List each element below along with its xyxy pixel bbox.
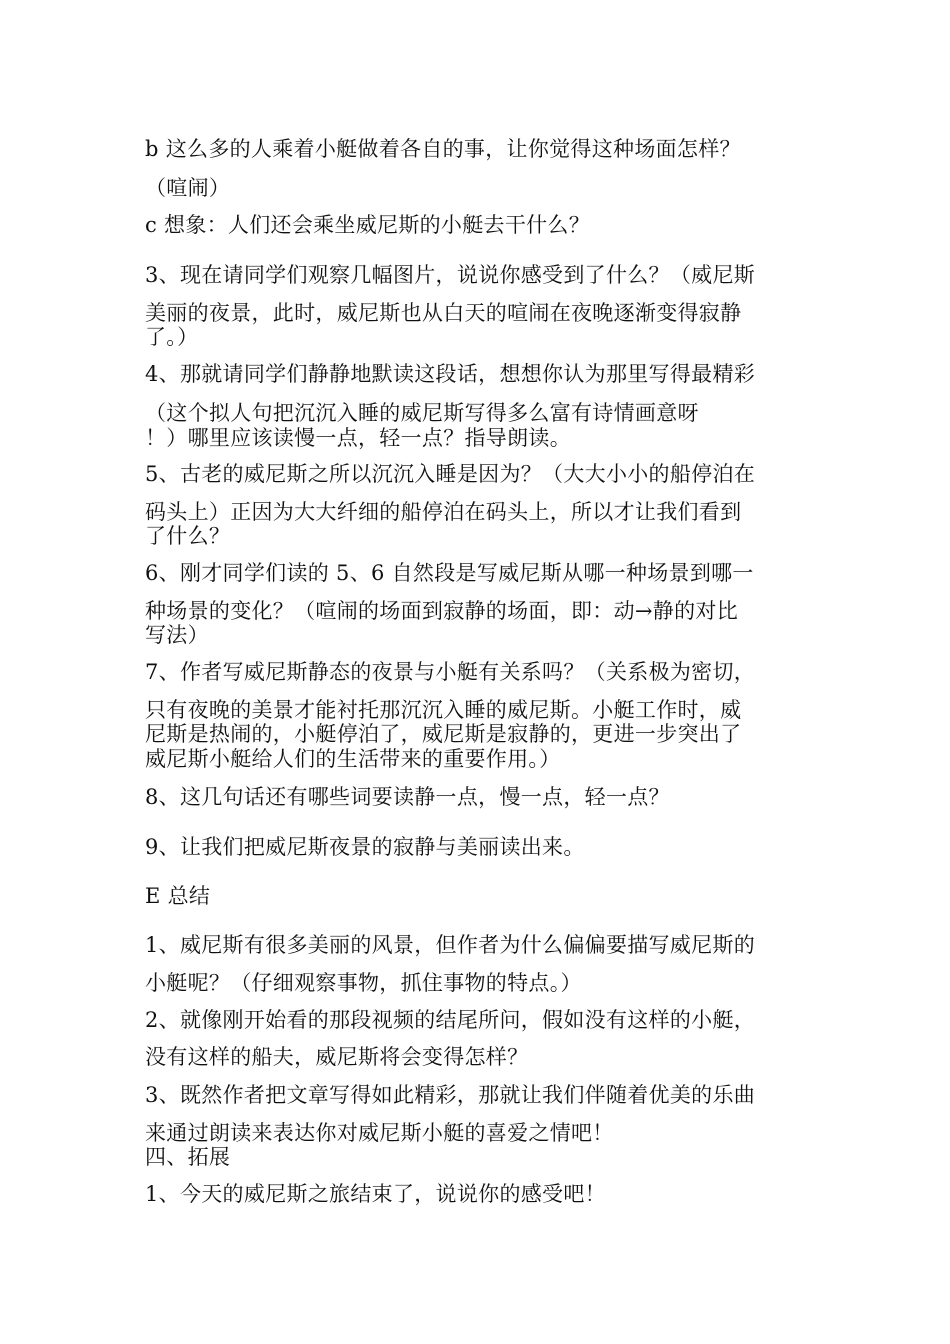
text-line: 5、古老的威尼斯之所以沉沉入睡是因为？（大大小小的船停泊在 xyxy=(145,462,756,486)
text-line: ！）哪里应该读慢一点，轻一点？指导朗读。 xyxy=(145,426,571,450)
text-line: 了什么？ xyxy=(145,524,231,548)
text-line: 8、这几句话还有哪些词要读静一点，慢一点，轻一点？ xyxy=(145,785,670,809)
text-line: 1、威尼斯有很多美丽的风景，但作者为什么偏偏要描写威尼斯的 xyxy=(145,933,756,957)
text-line: 9、让我们把威尼斯夜景的寂静与美丽读出来。 xyxy=(145,835,585,859)
text-line: （这个拟人句把沉沉入睡的威尼斯写得多么富有诗情画意呀 xyxy=(145,401,699,425)
text-line: 威尼斯小艇给人们的生活带来的重要作用。） xyxy=(145,747,561,771)
section-heading: 四、拓展 xyxy=(145,1145,231,1169)
text-line: 了。） xyxy=(145,325,199,349)
text-line: b 这么多的人乘着小艇做着各自的事，让你觉得这种场面怎样？ xyxy=(145,137,741,161)
text-line: 小艇呢？（仔细观察事物，抓住事物的特点。） xyxy=(145,971,582,995)
text-line: 尼斯是热闹的，小艇停泊了，威尼斯是寂静的，更进一步突出了 xyxy=(145,722,742,746)
text-line: 4、那就请同学们静静地默读这段话，想想你认为那里写得最精彩 xyxy=(145,362,756,386)
text-line: 没有这样的船夫，威尼斯将会变得怎样？ xyxy=(145,1045,529,1069)
text-line: 写法） xyxy=(145,623,209,647)
text-line: （喧闹） xyxy=(145,176,231,200)
text-line: 3、既然作者把文章写得如此精彩，那就让我们伴随着优美的乐曲 xyxy=(145,1083,756,1107)
text-line: 3、现在请同学们观察几幅图片，说说你感受到了什么？（威尼斯 xyxy=(145,263,756,287)
text-line: 来通过朗读来表达你对威尼斯小艇的喜爱之情吧！ xyxy=(145,1121,614,1145)
text-line: 7、作者写威尼斯静态的夜景与小艇有关系吗？（关系极为密切， xyxy=(145,660,756,684)
text-line: 种场景的变化？（喧闹的场面到寂静的场面，即：动→静的对比 xyxy=(145,599,738,623)
text-line: 码头上）正因为大大纤细的船停泊在码头上，所以才让我们看到 xyxy=(145,500,742,524)
text-line: 美丽的夜景，此时，威尼斯也从白天的喧闹在夜晚逐渐变得寂静 xyxy=(145,301,742,325)
text-line: 6、刚才同学们读的 5、6 自然段是写威尼斯从哪一种场景到哪一 xyxy=(145,561,754,585)
text-line: 1、今天的威尼斯之旅结束了，说说你的感受吧！ xyxy=(145,1182,606,1206)
text-line: c 想象：人们还会乘坐威尼斯的小艇去干什么？ xyxy=(145,213,591,237)
section-heading: E 总结 xyxy=(145,884,211,908)
text-line: 只有夜晚的美景才能衬托那沉沉入睡的威尼斯。小艇工作时，威 xyxy=(145,698,742,722)
text-line: 2、就像刚开始看的那段视频的结尾所问，假如没有这样的小艇， xyxy=(145,1008,756,1032)
